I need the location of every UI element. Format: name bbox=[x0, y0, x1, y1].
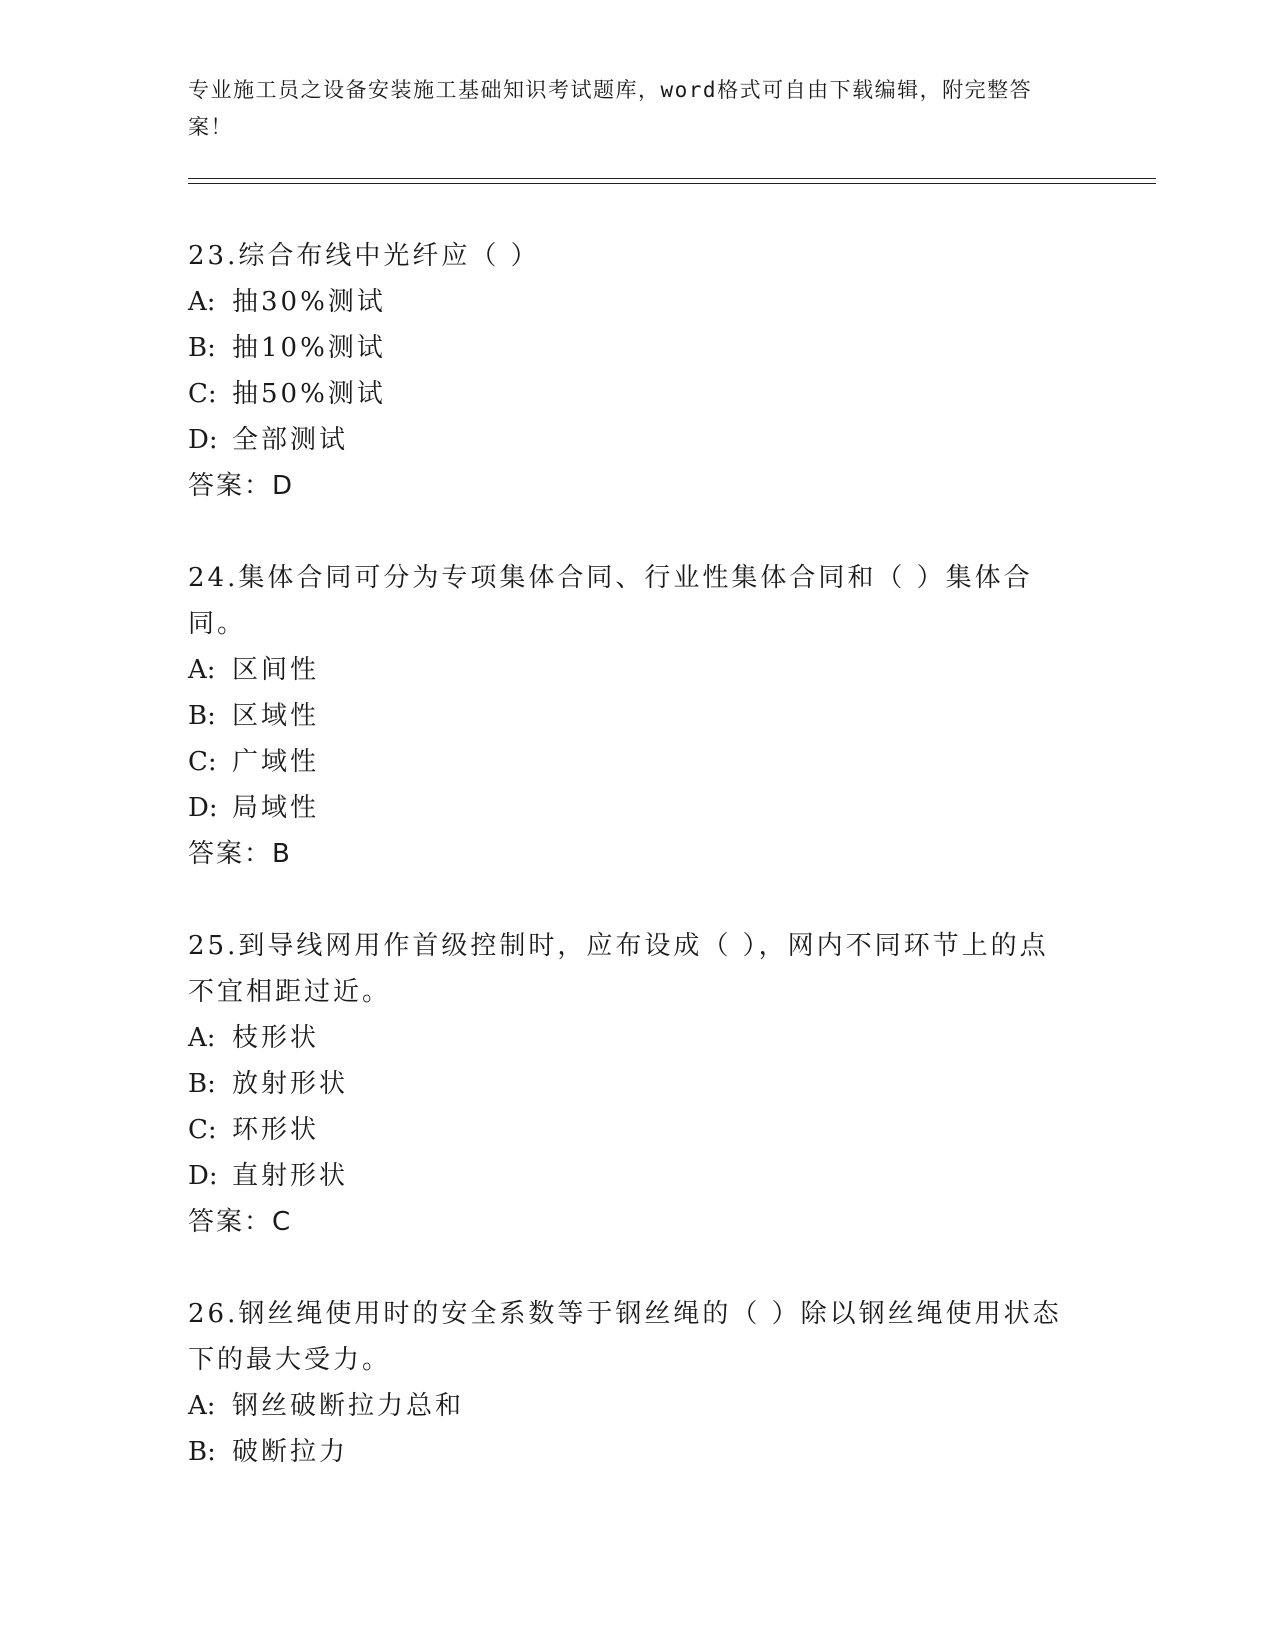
option-d bbox=[188, 1153, 1068, 1199]
option-text: 抽50%测试 bbox=[232, 379, 386, 409]
option-letter: A: bbox=[188, 287, 216, 317]
option-a bbox=[188, 647, 1068, 693]
option-letter: B: bbox=[188, 1437, 216, 1467]
header-divider-top bbox=[188, 178, 1156, 179]
question-24 bbox=[188, 555, 1068, 877]
option-letter: A: bbox=[188, 1023, 216, 1053]
option-text: 区域性 bbox=[232, 701, 320, 731]
option-letter: D: bbox=[188, 1161, 218, 1191]
option-text: 全部测试 bbox=[232, 425, 349, 455]
option-c bbox=[188, 371, 1068, 417]
answer-line: 答案：B bbox=[188, 839, 292, 869]
document-header: 专业施工员之设备安装施工基础知识考试题库，word格式可自由下载编辑，附完整答案！ bbox=[188, 78, 1033, 139]
option-letter: D: bbox=[188, 793, 218, 823]
option-a bbox=[188, 1383, 1068, 1429]
option-d bbox=[188, 417, 1068, 463]
option-text: 抽30%测试 bbox=[232, 287, 386, 317]
option-letter: A: bbox=[188, 1391, 216, 1421]
option-c bbox=[188, 739, 1068, 785]
option-text: 破断拉力 bbox=[232, 1437, 349, 1467]
option-text: 枝形状 bbox=[232, 1023, 320, 1053]
question-25 bbox=[188, 923, 1068, 1245]
option-d bbox=[188, 785, 1068, 831]
option-text: 广域性 bbox=[232, 747, 320, 777]
option-text: 局域性 bbox=[232, 793, 320, 823]
option-text: 环形状 bbox=[232, 1115, 320, 1145]
option-b bbox=[188, 325, 1068, 371]
header-divider-bottom bbox=[188, 183, 1156, 184]
option-letter: C: bbox=[188, 747, 217, 777]
question-26 bbox=[188, 1291, 1068, 1475]
option-b bbox=[188, 1061, 1068, 1107]
option-c bbox=[188, 1107, 1068, 1153]
option-text: 钢丝破断拉力总和 bbox=[232, 1391, 465, 1421]
option-letter: B: bbox=[188, 333, 216, 363]
option-text: 放射形状 bbox=[232, 1069, 349, 1099]
question-stem: 26.钢丝绳使用时的安全系数等于钢丝绳的（ ）除以钢丝绳使用状态下的最大受力。 bbox=[188, 1299, 1062, 1375]
question-stem: 23.综合布线中光纤应（ ） bbox=[188, 241, 540, 271]
answer-line: 答案：D bbox=[188, 471, 295, 501]
option-letter: D: bbox=[188, 425, 218, 455]
question-list bbox=[188, 233, 1068, 1521]
option-text: 区间性 bbox=[232, 655, 320, 685]
option-letter: C: bbox=[188, 379, 217, 409]
option-letter: B: bbox=[188, 701, 216, 731]
option-letter: B: bbox=[188, 1069, 216, 1099]
question-stem: 24.集体合同可分为专项集体合同、行业性集体合同和（ ）集体合同。 bbox=[188, 563, 1033, 639]
option-b bbox=[188, 693, 1068, 739]
option-letter: C: bbox=[188, 1115, 217, 1145]
option-text: 抽10%测试 bbox=[232, 333, 386, 363]
option-a bbox=[188, 279, 1068, 325]
option-letter: A: bbox=[188, 655, 216, 685]
question-23 bbox=[188, 233, 1068, 509]
option-a bbox=[188, 1015, 1068, 1061]
option-text: 直射形状 bbox=[232, 1161, 349, 1191]
answer-line: 答案：C bbox=[188, 1207, 293, 1237]
option-b bbox=[188, 1429, 1068, 1475]
question-stem: 25.到导线网用作首级控制时，应布设成（ ），网内不同环节上的点不宜相距过近。 bbox=[188, 931, 1049, 1007]
